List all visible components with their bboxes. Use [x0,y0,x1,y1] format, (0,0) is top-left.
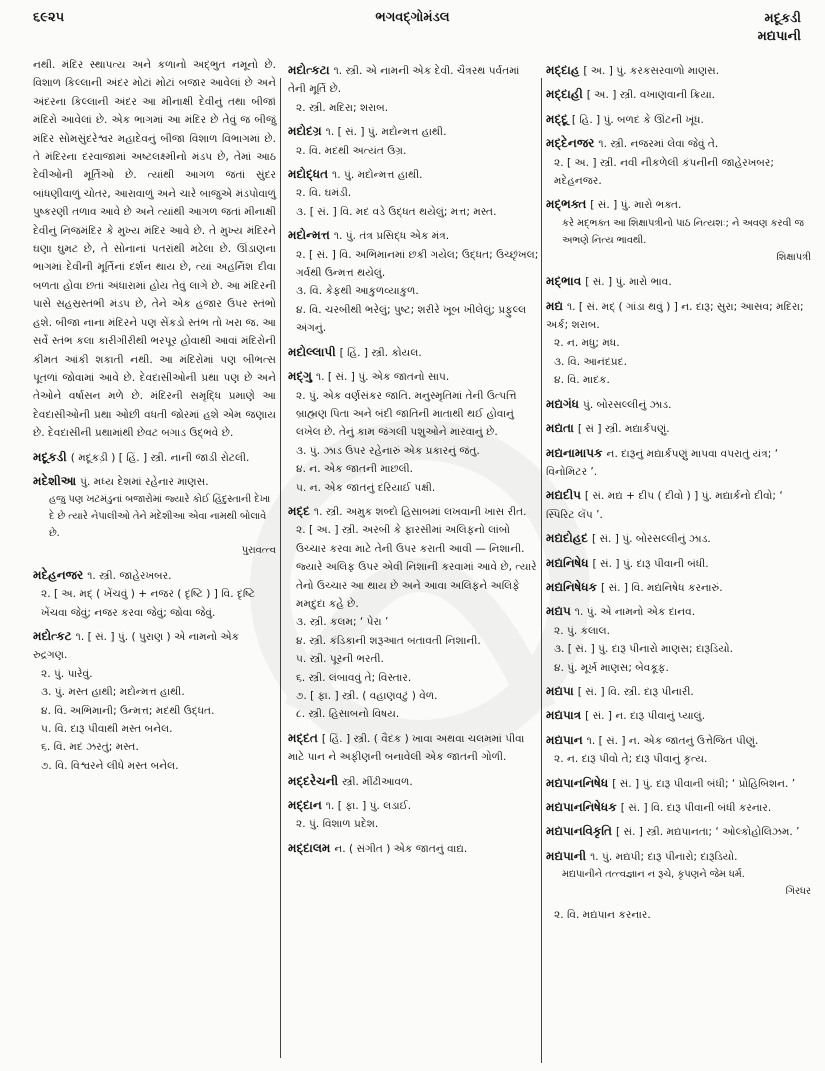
sense: ૫. વિ. દારૂ પીવાથી મસ્ત બનેલ. [41,723,173,735]
entry-line [546,822,811,841]
dictionary-entry [546,134,811,190]
continued-paragraph: નથી. મંદિર સ્થાપત્ય અને કળાનો અદ્ભુત નમૂનો છે. વિશાળ કિલ્લાની અંદર મોટાં મોટાં બજાર આવેલાં છે અને અંદરના કિલ્લાની અંદર આ મીનાક્ષી દેવીનું તથા બીજાં મંદિરો આવેલાં છે. એક ભાગમાં આ મંદિર છે તેવું જ બીજું મંદિર સોમસુંદરેશ્વર મહાદેવનું બીજા વિશાળ વિભાગમાં છે. તે મંદિરના દરવાજામાં અષ્ટલક્ષ્મીનો મંડપ છે, તેમાં આઠ દેવીઓની મૂર્તિઓ છે. ત્યાંથી આગળ જતાં સુંદર બાંધણીવાળું ચોતર, આરાવાળું અને ચારે બાજુએ મંડપોવાળું પુષ્કરણી તળાવ આવે છે અને ત્યાંથી આગળ જતાં મીનાક્ષી દેવીનું નિજમંદિર કે મુખ્ય મંદિર આવે છે. તે મુખ્ય મંદિરને ઘણા ઘુમટ છે, તે સોનાનાં પતરાંથી મઢેલા છે. ઊંડાણના ભાગમાં દેવીની મૂર્તિનાં દર્શન થાય છે, ત્યાં અહર્નિશ દીવા બળતા હોવા છતાં અંધારામાં હોય તેવું લાગે છે. આ મંદિરની પાસે સહસ્રસ્તંભી મંડપ છે, તેને એક હજાર ઉપર સ્તંભો હશે. બીજા નાના મંદિરને પણ સેંકડો સ્તંભ તો ખરા જ. આ સર્વે સ્તંભ કલા કારીગીરીથી ભરપૂર હોવાથી આવાં મંદિરોની કીમત આંકી શકાતી નથી. આ મંદિરોમાં પણ બીભત્સ પૂતળાં જોવામાં આવે છે. દેવદાસીઓની પ્રથા પણ છે અને તેઓને વર્ષાસન મળે છે. મંદિરની સમૃદ્ધિ પ્રમાણે આ દેવદાસીઓની પ્રથા ઓછી વધતી જોરમાં હશે એમ જણાય છે. દેવદાસીની પ્રથામાંથી છેવટ બગાડ ઉદ્ભવે છે. [33,59,276,440]
sense: ૪. વિ. અભિમાની; ઉન્મત્ત; મદથી ઉદ્ધત. [41,704,215,717]
entry-line [546,529,811,548]
headword: મદ્યપાનનિષેધ [546,775,609,790]
sense: ૧. સ્ત્રી. અમુક શબ્દો હિસાબમાં લખવાની ખાસ રીત. [313,505,527,518]
dictionary-entry [546,195,811,267]
sense: ૧. સ્ત્રી. એ નામની એક દેવી. ચૈત્રરથ પર્વતમાં તેની મૂર્તિ છે. [288,65,520,96]
dictionary-entry [546,419,811,438]
headword: મદ્યદીપ [546,488,581,503]
headword: મદ્દરેચની [288,773,339,788]
page-number: ૬૯૨૫ [33,10,65,25]
sense: [ હિં. ] સ્ત્રી. ( વૈદક ) ખાવા અથવા ચલમમાં પીવા માટે પાન ને અફીણની બનાવેલી એક જાતની ગોળી. [288,732,525,764]
headword: મદ્દાલમ [288,840,331,855]
sense: [ સં. ] વિ. સ્ત્રી. દારૂ પીનારી. [577,685,694,698]
sense: ૩. પું. મસ્ત હાથી; મદોન્મત્ત હાથી. [41,686,185,699]
entry-line [546,682,811,701]
sense: ૨. સ્ત્રી. મદિરા; શરાબ. [296,101,389,114]
dictionary-entry [33,566,276,622]
guide-word-last: મદ્યપાની [757,29,801,44]
headword: મદૂકડી [33,449,67,464]
sense: [ અ. ] સ્ત્રી. વખાણવાની ક્રિયા. [586,89,716,102]
dictionary-entry [288,796,540,834]
entry-line [546,195,811,214]
sense: ૫. સ્ત્રી. પૂરની ભરતી. [296,653,384,666]
entry-line [546,444,811,482]
dictionary-entry [288,226,540,337]
sense: ૨. પું. કલાલ. [554,624,611,637]
quotation: મદ્યપાનીને તત્ત્વજ્ઞાન ન રૂચે, કૃપણને જેમ ધર્મ. [562,869,745,881]
sense: ૩. વિ. આનંદપ્રદ. [554,355,627,368]
headword: મદ્દાન [288,798,322,813]
column-3 [546,56,811,925]
dictionary-entry [288,165,540,221]
quotation: કરે મદ્ભક્ત આ શિક્ષાપત્રીનો પાઠ નિત્યશઃ; ને અવણ કરવી જ અભણે નિત્ય ભાવથી. [562,217,804,246]
dictionary-entry [546,297,811,390]
dictionary-entry [33,448,276,467]
sense: ૧. [ સં. ] પું. મદોન્મત્ત હાથી. [325,126,447,139]
dictionary-entry [546,774,811,793]
sense: [ સં. ] સ્ત્રી. મદ્યપાનતા; ‘ ઓલ્કોહોલિઝમ. ’ [615,826,800,839]
entry-line [546,847,811,866]
headword: મદ્યપાત્ર [546,708,582,723]
sense: ૩. [ સં. ] પું. દારૂ પીનારો માણસ; દારૂડિયો. [554,643,734,656]
sense: ૨. ન. દારૂ પીવો તે; દારૂ પીવાનું કૃત્ય. [554,753,708,766]
sense: ૫. ન. એક જાતનું દરિયાઈ પક્ષી. [296,481,436,494]
dictionary-entry [288,367,540,497]
sense: ૧. [ ફા. ] પું. લડાઈ. [325,800,412,813]
entry-line [546,602,811,621]
headword: મદ્યપાન [546,732,583,747]
sense: ૨. [ અ. મદ્ ( ખેંચવું ) + નજર ( દૃષ્ટિ ) ] વિ. દૃષ્ટિ ખેંચવા જેવું; નજર કરવા જેવું; જોવા જેવું. [41,588,256,619]
sense: ૧. [ સં. ] ન. એક જાતનું ઉત્તેજિત પીણું. [586,734,759,747]
dictionary-entry [288,772,540,791]
quotation: હજુ પણ ખટમંડુનાં બજારોમાં જ્યારે કોઈ હિંદુસ્તાની દેખા દે છે ત્યારે નેપાલીઓ તેને મદેશીઆ એવા નામથી બોલાવે છે. [49,494,271,540]
dictionary-entry [288,122,540,160]
dictionary-entry [546,395,811,414]
entry-line [288,729,540,767]
dictionary-entry [546,731,811,769]
guide-words [758,10,801,46]
sense: ન. દારૂનું મદ્યાર્કપણું માપવા વપરાતું યંત્ર; ‘ વિનોમિટર ’. [546,447,779,478]
headword: મદોન્મત્ત [288,228,330,243]
headword: મદ્યપાનનિષેધક [546,800,617,814]
sense: [ હિ. ] પું. બળદ કે ઊંટની ખૂંધ. [571,113,704,126]
sense: ૧. પું. એ નામનો એક દાનવ. [574,606,696,619]
dictionary-entry [288,729,540,767]
sense: ૧. [ સં. મદ્ ( ગાંડા થવું ) ] ન. દારૂ; સુરા; આસવ; મદિરા; અર્ક; શરાબ. [546,300,804,332]
sense: ૪. વિ. ચરબીથી ભરેલું; પુષ્ટ; શરીરે ખૂબ ખીલેલું; પ્રફુલ્લ અંગનું. [296,303,527,335]
entry-line [546,61,811,80]
dictionary-entry [288,502,540,724]
entry-line [546,578,811,597]
headword: મદેશીઆ [33,473,77,488]
sense: [ સં. ] ન. દારૂ પીવાનું પ્યાલું. [585,710,705,723]
entries [33,448,276,776]
headword: મદ્યનિષેધક [546,579,598,594]
sense: [ સં. ] પું. મારો ભાવ. [585,276,672,289]
dictionary-entry [546,847,811,924]
dictionary-entry [288,839,540,858]
dictionary-entry [33,472,276,561]
column-2 [288,56,540,859]
sense: ૪. સ્ત્રી. કંડિકાની શરૂઆત બતાવતી નિશાની. [296,634,481,647]
entry-line [546,297,811,335]
headword: મદ્દૂ [546,111,568,126]
page-header [0,0,825,56]
sense: ૧. સ્ત્રી. નજરમાં લેવા જેવું તે. [598,138,719,151]
entry-line [546,798,811,817]
sense: [ સં. મદ્ય + દીપ ( દીવો ) ] પું. મદ્યાર્કનો દીવો; ‘ સ્પિરિટ લૅંપ ’. [546,490,783,521]
sense: ૪. પું. મૂર્ખ માણસ; બેવકૂફ. [554,661,669,674]
entry-line [546,706,811,725]
sense: [ અ. ] પું. કરકસરવાળો માણસ. [583,65,720,77]
entry-line [546,134,811,153]
dictionary-entry [546,272,811,291]
sense: [ સં. ] પું. બોરસલ્લીનું ઝાડ. [591,533,711,546]
sense: [ સં. ] વિ. દારૂ પીવાની બંધી કરનાર. [620,802,772,814]
sense: ૬. વિ. મદ ઝરતું; મસ્ત. [41,741,139,754]
dictionary-entry [288,343,540,362]
column-divider [280,78,281,1058]
dictionary-entry [546,554,811,573]
entry-line [288,61,540,99]
sense: ( મદૂકડ઼ી ) [ હિં. ] સ્ત્રી. નાની જાડી રોટલી. [70,451,250,464]
entry-line [288,839,540,858]
sense: ૧. પું. મદ્યપી; દારૂ પીનારો; દારૂડિયો. [590,850,738,863]
headword: મદોલ્લાપી [288,344,336,359]
entry-line [33,472,276,491]
headword: મદ્યનિષેધ [546,555,589,570]
headword: મદ્યપાની [546,848,587,863]
entry-line [288,343,540,362]
entry-line [288,165,540,184]
headword: મદ્દાહ [546,63,580,77]
entry-line [33,448,276,467]
headword: મદોદગ્ર [288,124,322,139]
entries [546,61,811,924]
guide-word-first: મદૂકડી [764,11,801,26]
headword: મદ્ભાવ [546,274,582,289]
sense: ૪. વિ. માદક. [554,374,610,387]
sense: [ સં. ] વિ. મદ્યનિષેધ કરનારું. [601,581,723,594]
entry-line [288,772,540,791]
sense: ૩. પું. ઝાડ ઉપર રહેનારું એક પ્રકારનું જંતુ. [296,444,480,457]
sense: ૧. [ સં. ] પું. એક જાતનો સાપ. [315,371,450,384]
entry-line [546,272,811,291]
dictionary-title: ભગવદ્ગોમંડલ [375,10,450,25]
headword: મદ્દાહી [546,87,583,102]
sense: ૧. સ્ત્રી. જાહેરખબર. [87,569,172,582]
sense: ૧. [ સં. ] પું. ( પુરાણ ) એ નામનો એક રુદ્રગણ. [33,630,240,662]
dictionary-entry [546,61,811,80]
headword: મદોદ્ધત [288,167,329,182]
entry-line [546,395,811,414]
sense: ૨. વિ. મદથી અત્યંત ઉગ્ર. [296,144,407,157]
sense: [ સં. ] પું. દારૂ પીવાની બંધી. [592,557,709,570]
headword: મદ્ભક્ત [546,197,587,212]
headword: મદ્દેનજર [546,136,595,151]
dictionary-entry [546,444,811,482]
sense: પું. મધ્ય દેશમાં રહેનાર માણસ. [80,475,209,488]
entry-line [546,554,811,573]
dictionary-entry [546,602,811,677]
headword: મદ્યપા [546,683,574,698]
headword: મદ્યદોહદ [546,531,588,546]
dictionary-entry [33,627,276,775]
entry-line [33,627,276,665]
headword: મદોત્કટ [33,628,72,643]
dictionary-entry [546,529,811,548]
headword: મદ્ય [546,298,563,313]
headword: મદ્ગુ [288,369,312,384]
headword: મદ્યનામાપક [546,445,603,460]
sense: સ્ત્રી. મીંઢીઆવળ. [342,775,413,788]
entry-line [288,796,540,815]
dictionary-entry [546,110,811,129]
headword: મદ્યગંધ [546,396,579,411]
sense: [ સં. ] પું. દારૂ પીવાની બંધી; ‘ પ્રોહિબિશન. ’ [612,777,796,790]
entry-line [546,486,811,524]
dictionary-entry [546,578,811,597]
sense: ૨. [ અ. ] સ્ત્રી. નવી નીકળેલી કંપનીની જાહેરખબર; મદેહનજર. [554,156,774,188]
headword: મદ્યપાનવિકૃતિ [546,824,612,839]
entry-line [546,731,811,750]
entry-line [288,502,540,521]
sense: ૧. પું. તંત્ર પ્રસિદ્ધ એક મંત્ર. [333,230,450,243]
dictionary-entry [546,85,811,104]
entry-line [546,85,811,104]
entry-line [546,110,811,129]
sense: ૨. વિ. ઘમંડી. [296,187,352,200]
entry-line [546,774,811,793]
headword: મદ્દ [288,503,310,518]
entries [288,61,540,858]
sense: ૨. વિ. મદ્યપાન કરનાર. [554,908,651,921]
sense: ૩. સ્ત્રી. કલમ; ‘ પેરા ’ [296,616,389,629]
quotation-source: પુરાવત્ત્વ [241,545,276,557]
sense: [ સં ] સ્ત્રી. મદ્યાર્કપણું. [577,423,670,436]
dictionary-entry [546,486,811,524]
sense: પું. બોરસલ્લીનું ઝાડ. [582,398,672,411]
dictionary-entry [546,822,811,841]
headword: મદ્દત [288,730,318,745]
sense: ૨. પું. એક વર્ણસંકર જાતિ. મનુસ્મૃતિમાં તેની ઉત્પત્તિ બ્રાહ્મણ પિતા અને બંદી જાતિની માતાથી થઈ હોવાનું લખેલ છે. તેનું કામ જંગલી પશુઓને મારવાનું છે. [296,389,517,439]
dictionary-entry [546,682,811,701]
sense: ૨. [ સં. ] વિ. અભિમાનમાં છકી ગયેલ; ઉદ્ધત; ઉચ્છૃંખલ; ગર્વથી ઉન્મત્ત થયેલું. [296,248,539,280]
sense: ૨. [ અ. ] સ્ત્રી. અરબી કે ફારસીમાં અલિફનો લાંબો ઉચ્ચાર કરવા માટે તેની ઉપર કરાતી આવી — નિશાની. જ્યારે અલિફ ઉપર એવી નિશાની કરવામાં આવે છે, ત્યારે તેનો ઉચ્ચાર આ થાય છે અને આવા અલિફને અલિફે મમદુદા કહે છે. [296,524,537,610]
headword: મદ્યતા [546,421,574,436]
sense: ન. ( સંગીત ) એક જાતનું વાદ્ય. [334,842,468,855]
dictionary-entry [288,61,540,117]
headword: મદોત્કટા [288,63,330,77]
entry-line [288,122,540,141]
sense: ૨. પું. પારેવું. [41,667,93,680]
entry-line [288,226,540,245]
sense: ૧. પું. મદોન્મત્ત હાથી. [332,169,423,182]
sense: ૭. [ ફા. ] સ્ત્રી. ( વહાણવટું ) વેળ. [296,690,438,702]
sense: ૪. ન. એક જાતની માછલી. [296,463,414,476]
sense: ૨. ન. મધુ; મધ. [554,337,620,350]
sense: ૬. સ્ત્રી. લંબાવવું તે; વિસ્તાર. [296,671,412,684]
entry-line [546,419,811,438]
quotation-source: ગિરધર [785,886,811,898]
dictionary-entry [546,706,811,725]
dictionary-entry [546,798,811,817]
sense: ૩. [ સં. ] વિ. મદ વડે ઉદ્ધત થયેલું; મત્ત; મસ્ત. [296,205,497,218]
entry-line [33,566,276,585]
quotation-source: શિક્ષાપત્રી [776,251,811,263]
sense: [ હિં. ] સ્ત્રી. કોયલ. [339,346,422,359]
column-divider [541,78,542,1063]
entry-line [288,367,540,386]
sense: [ સં. ] પું. મારો ભક્ત. [590,199,682,212]
headword: મદ્યપ [546,604,571,619]
sense: ૭. વિ. વિશ્વરને લીધે મસ્ત બનેલ. [41,759,179,772]
headword: મદેહનજર [33,567,84,582]
sense: ૮. સ્ત્રી. હિસાબનો વિષય. [296,708,400,721]
sense: ૨. પું. વિશાળ પ્રદેશ. [296,818,379,831]
column-1 [33,56,276,776]
sense: ૩. વિ. કેફથી આકુળવ્યાકુળ. [296,285,419,298]
